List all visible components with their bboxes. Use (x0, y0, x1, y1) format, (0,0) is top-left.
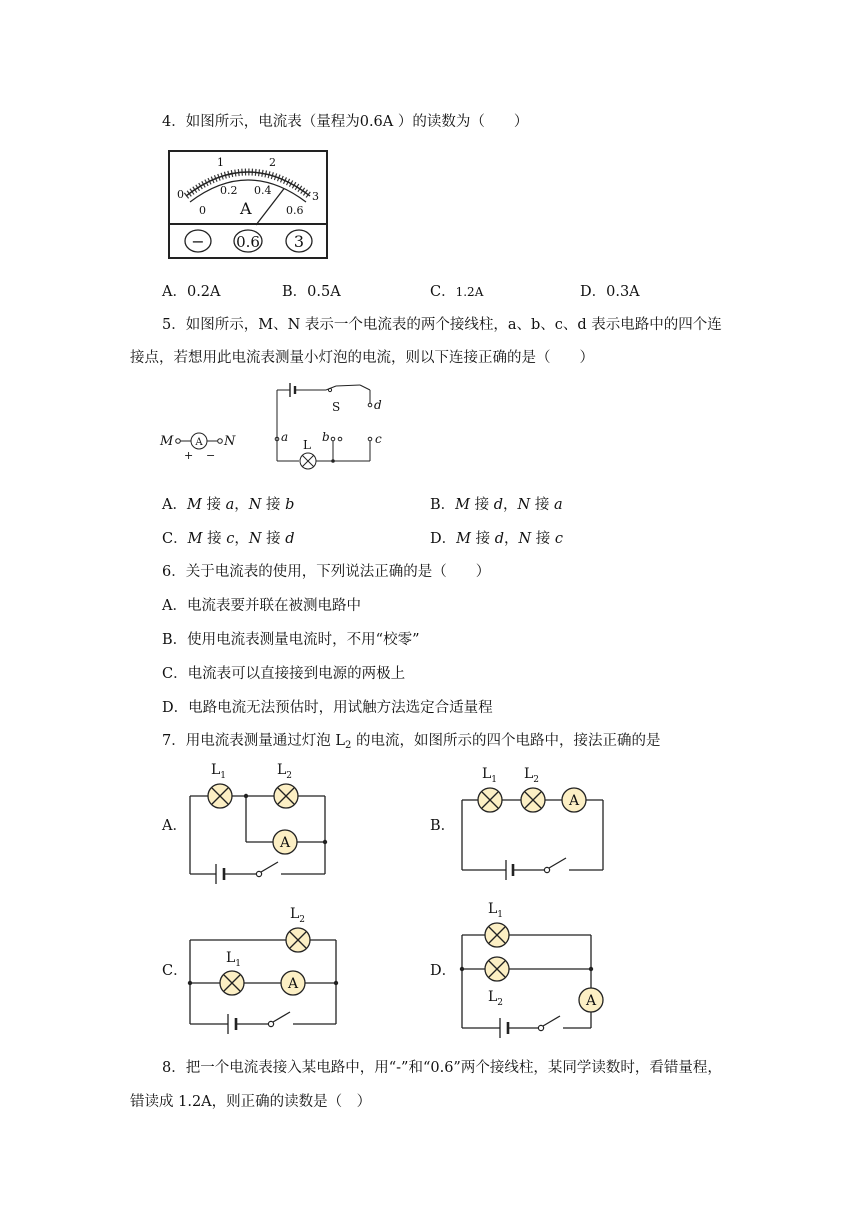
svg-text:c: c (375, 432, 382, 446)
q8-line2: 错读成 1.2A，则正确的读数是（ ） (130, 1094, 372, 1110)
top-tick-2: 2 (269, 156, 276, 169)
q5-option-c: C．M 接 c，N 接 d (162, 531, 295, 547)
svg-text:b: b (322, 430, 330, 444)
q4-option-c-key: C． (430, 284, 456, 300)
top-tick-1: 1 (217, 156, 224, 169)
bottom-tick-1: 0.2 (220, 184, 238, 197)
svg-text:−: − (206, 449, 216, 462)
top-tick-3: 3 (312, 190, 319, 203)
svg-text:L1: $L_1$ (226, 950, 242, 969)
svg-text:L1: $L_1$ (488, 901, 504, 920)
q5-stem-line1: 5．如图所示，M、N 表示一个电流表的两个接线柱，a、b、c、d 表示电路中的四个连 (162, 317, 722, 333)
svg-text:M: M (160, 434, 174, 449)
q7-option-c-key: C． (162, 963, 188, 979)
q6-option-c: C．电流表可以直接接到电源的两极上 (162, 666, 406, 682)
svg-text:A: A (279, 835, 291, 851)
svg-text:a: a (281, 430, 289, 444)
svg-text:d: d (374, 398, 382, 412)
q7-circuit-d (458, 895, 618, 1035)
terminal-minus: − (191, 232, 205, 251)
svg-text:L2: $L_2$ (277, 762, 293, 781)
svg-text:L2: $L_2$ (488, 989, 504, 1008)
q7-option-a-key: A． (162, 818, 187, 834)
svg-text:A: A (585, 993, 597, 1009)
svg-text:A: A (568, 793, 580, 809)
q5-option-a: A．M 接 a，N 接 b (162, 497, 295, 513)
q6-option-d: D．电路电流无法预估时，用试触方法选定合适量程 (162, 700, 493, 716)
q6-stem: 6．关于电流表的使用，下列说法正确的是（ ） (162, 564, 491, 580)
svg-text:L2: $L_2$ (524, 766, 540, 785)
terminal-0-6: 0.6 (236, 233, 260, 251)
svg-text:+: + (184, 449, 194, 462)
q7-stem: 7．用电流表测量通过灯泡 $L_2$ 的电流，如图所示的四个电路中，接法正确的是 (162, 733, 661, 751)
q7-circuit-b (458, 758, 613, 883)
q4-option-a: A．0.2A (162, 284, 221, 300)
q6-option-a: A．电流表要并联在被测电路中 (162, 598, 361, 614)
q5-option-d: D．M 接 d，N 接 c (430, 531, 564, 547)
q6-option-b: B．使用电流表测量电流时，不用“校零” (162, 632, 420, 648)
meter-unit: A (240, 199, 252, 218)
svg-text:N: N (224, 434, 236, 449)
svg-text:S: S (332, 400, 341, 414)
q7-circuit-c (186, 900, 346, 1035)
svg-text:A: A (287, 976, 299, 992)
svg-text:L1: $L_1$ (482, 766, 498, 785)
q4-option-d: D．0.3A (580, 284, 640, 300)
q4-option-b: B．0.5A (282, 284, 341, 300)
q5-option-b: B．M 接 d，N 接 a (430, 497, 563, 513)
bottom-tick-0: 0 (199, 204, 206, 217)
svg-text:L: L (303, 438, 311, 452)
q7-circuit-a (186, 758, 336, 883)
q8-line1: 8．把一个电流表接入某电路中，用“-”和“0.6”两个接线柱，某同学读数时，看错量程， (162, 1060, 722, 1076)
q5-circuit-figure (160, 375, 400, 470)
q7-option-d-key: D． (430, 963, 457, 979)
ammeter-figure (168, 150, 328, 260)
bottom-tick-3: 0.6 (286, 204, 304, 217)
svg-text:A: A (195, 437, 203, 448)
svg-text:L2: $L_2$ (290, 906, 306, 925)
q4-stem: 4．如图所示，电流表（量程为0.6A ）的读数为（ ） (162, 114, 529, 130)
svg-text:L1: $L_1$ (211, 762, 227, 781)
bottom-tick-2: 0.4 (254, 184, 272, 197)
top-tick-0: 0 (177, 188, 184, 201)
q4-option-c (430, 282, 483, 302)
terminal-3: 3 (293, 232, 305, 251)
q4-option-c-value: 1.2A (455, 285, 484, 299)
q7-option-b-key: B． (430, 818, 456, 834)
q5-stem-line2: 接点，若想用此电流表测量小灯泡的电流，则以下连接正确的是（ ） (130, 350, 594, 366)
